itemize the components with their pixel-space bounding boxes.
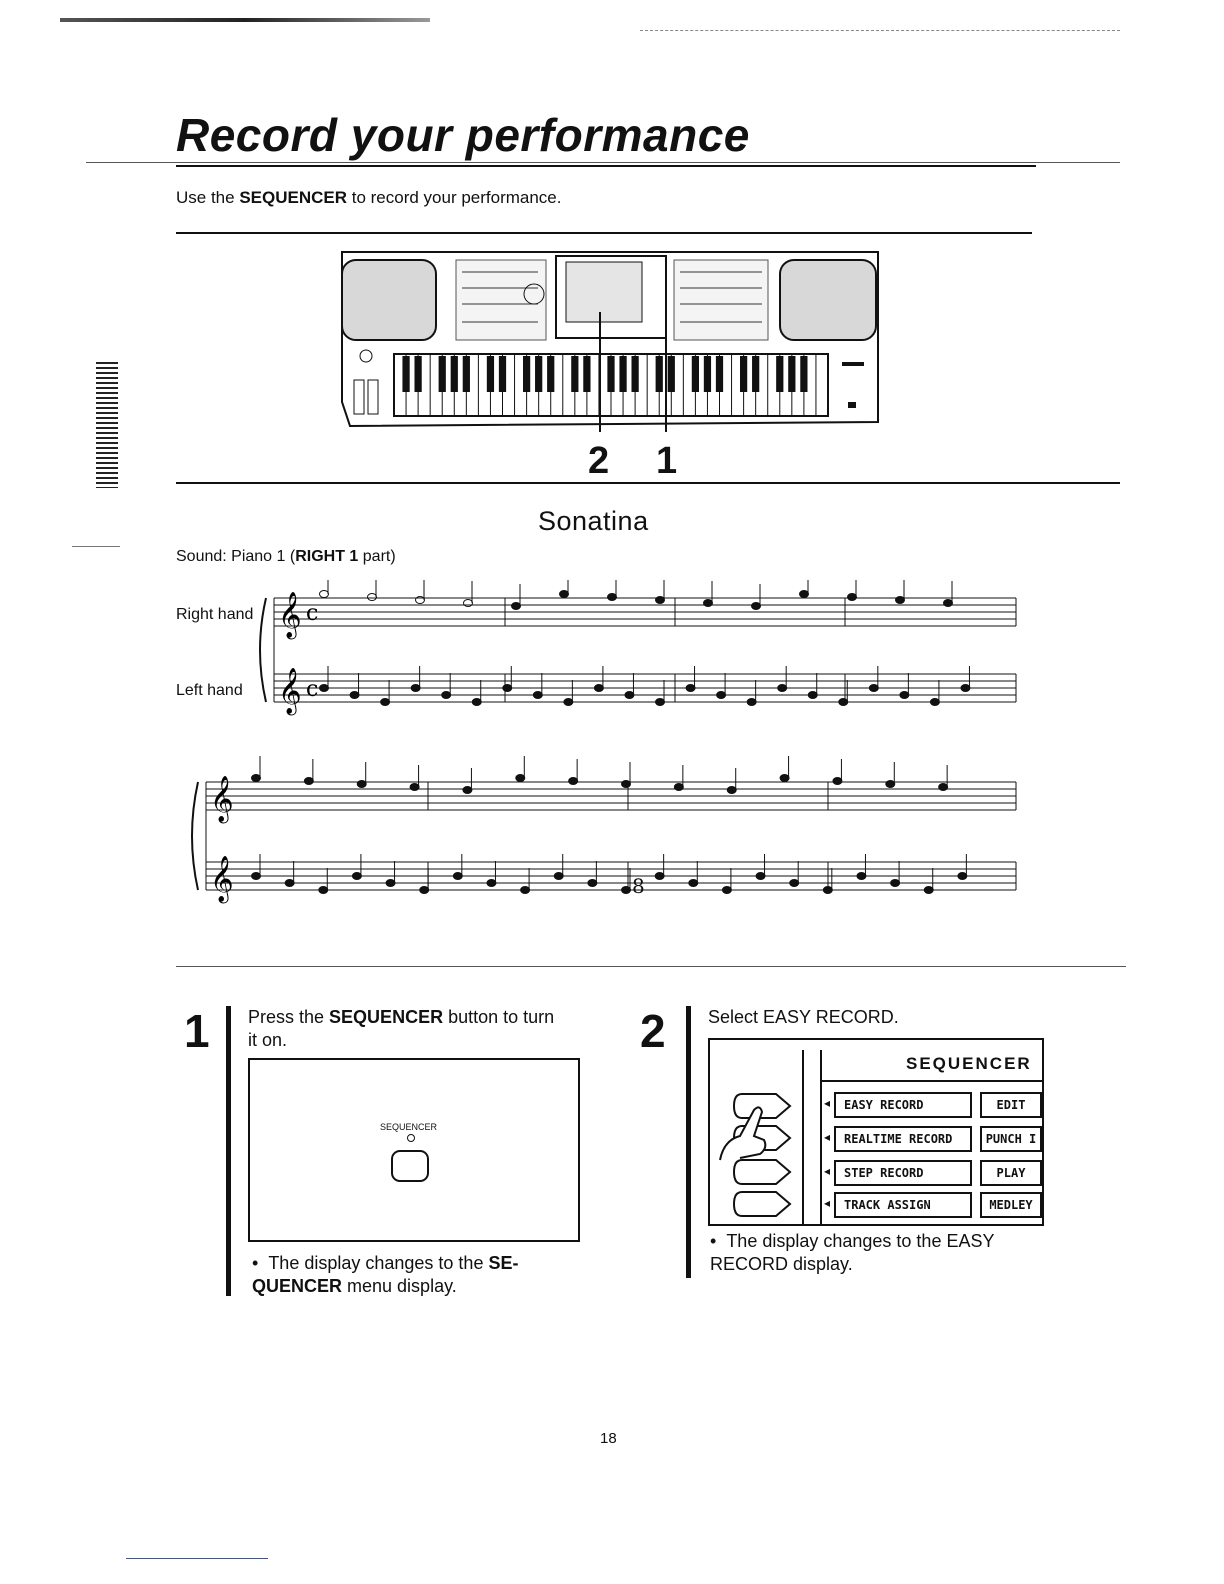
step-1-bar	[226, 1006, 231, 1296]
scan-artifact-top-right	[640, 30, 1120, 32]
keyboard-figure	[338, 242, 882, 432]
menu-arrow-4: ◂	[824, 1196, 831, 1210]
svg-text:𝄞: 𝄞	[278, 592, 302, 638]
callout-2: 2	[588, 440, 610, 482]
right-hand-label: Right hand	[176, 606, 254, 623]
step-1-bullet: • The display changes to the SE-QUENCER menu display.	[252, 1253, 519, 1296]
title-underline	[86, 162, 1120, 163]
sequencer-led	[407, 1134, 415, 1142]
svg-text:𝄞: 𝄞	[210, 776, 234, 822]
display-header: SEQUENCER	[906, 1054, 1032, 1073]
menu-item-step-record[interactable]: STEP RECORD	[834, 1160, 972, 1186]
callout-1: 1	[656, 440, 678, 482]
side-item-play[interactable]: PLAY	[980, 1160, 1042, 1186]
display-divider	[802, 1050, 804, 1224]
step-2-text: Select EASY RECORD.	[708, 1007, 899, 1027]
step-1-number: 1	[184, 1005, 210, 1057]
svg-text:𝄞: 𝄞	[278, 668, 302, 714]
sequencer-display-illustration	[708, 1038, 1044, 1226]
sequencer-button[interactable]	[391, 1150, 429, 1182]
scan-margin-mark	[96, 362, 118, 488]
section-rule-top	[176, 232, 1032, 234]
sequencer-button-label: SEQUENCER	[380, 1122, 438, 1132]
display-side-buttons	[710, 1040, 800, 1224]
scan-margin-line	[72, 546, 120, 547]
step-1-text: Press the SEQUENCER button to turn it on.	[248, 1007, 555, 1050]
menu-item-easy-record[interactable]: EASY RECORD	[834, 1092, 972, 1118]
menu-arrow-2: ◂	[824, 1130, 831, 1144]
score-title: Sonatina	[538, 506, 649, 536]
sound-label: Sound: Piano 1 (RIGHT 1 part)	[176, 548, 396, 565]
intro-text: Use the SEQUENCER to record your performance.	[176, 188, 562, 207]
svg-text:c: c	[306, 601, 319, 626]
menu-arrow-1: ◂	[824, 1096, 831, 1110]
svg-text:𝄞: 𝄞	[210, 856, 234, 902]
display-header-rule	[820, 1080, 1042, 1082]
side-item-edit[interactable]: EDIT	[980, 1092, 1042, 1118]
left-hand-label: Left hand	[176, 682, 243, 699]
keyboard-illustration	[338, 242, 882, 432]
sheet-music	[170, 580, 1030, 920]
menu-arrow-3: ◂	[824, 1164, 831, 1178]
scan-artifact-top	[60, 18, 430, 22]
side-item-punch[interactable]: PUNCH I	[980, 1126, 1042, 1152]
section-rule-bottom	[176, 966, 1126, 967]
section-rule-mid	[176, 482, 1120, 484]
step-2-bar	[686, 1006, 691, 1278]
hand-pressing-icon	[710, 1040, 800, 1224]
svg-text:c: c	[306, 677, 319, 702]
page-number: 18	[600, 1430, 617, 1447]
scan-footer-line	[126, 1558, 268, 1559]
step-2-bullet: • The display changes to the EASY RECORD display.	[710, 1231, 995, 1274]
side-item-medley[interactable]: MEDLEY	[980, 1192, 1042, 1218]
sequencer-panel-illustration	[248, 1058, 580, 1242]
measure-rest-number: 8	[632, 874, 645, 898]
menu-item-realtime-record[interactable]: REALTIME RECORD	[834, 1126, 972, 1152]
page-title: Record your performance	[176, 109, 750, 161]
step-2-number: 2	[640, 1005, 666, 1057]
title-underline-bold	[176, 165, 1036, 167]
menu-item-track-assign[interactable]: TRACK ASSIGN	[834, 1192, 972, 1218]
